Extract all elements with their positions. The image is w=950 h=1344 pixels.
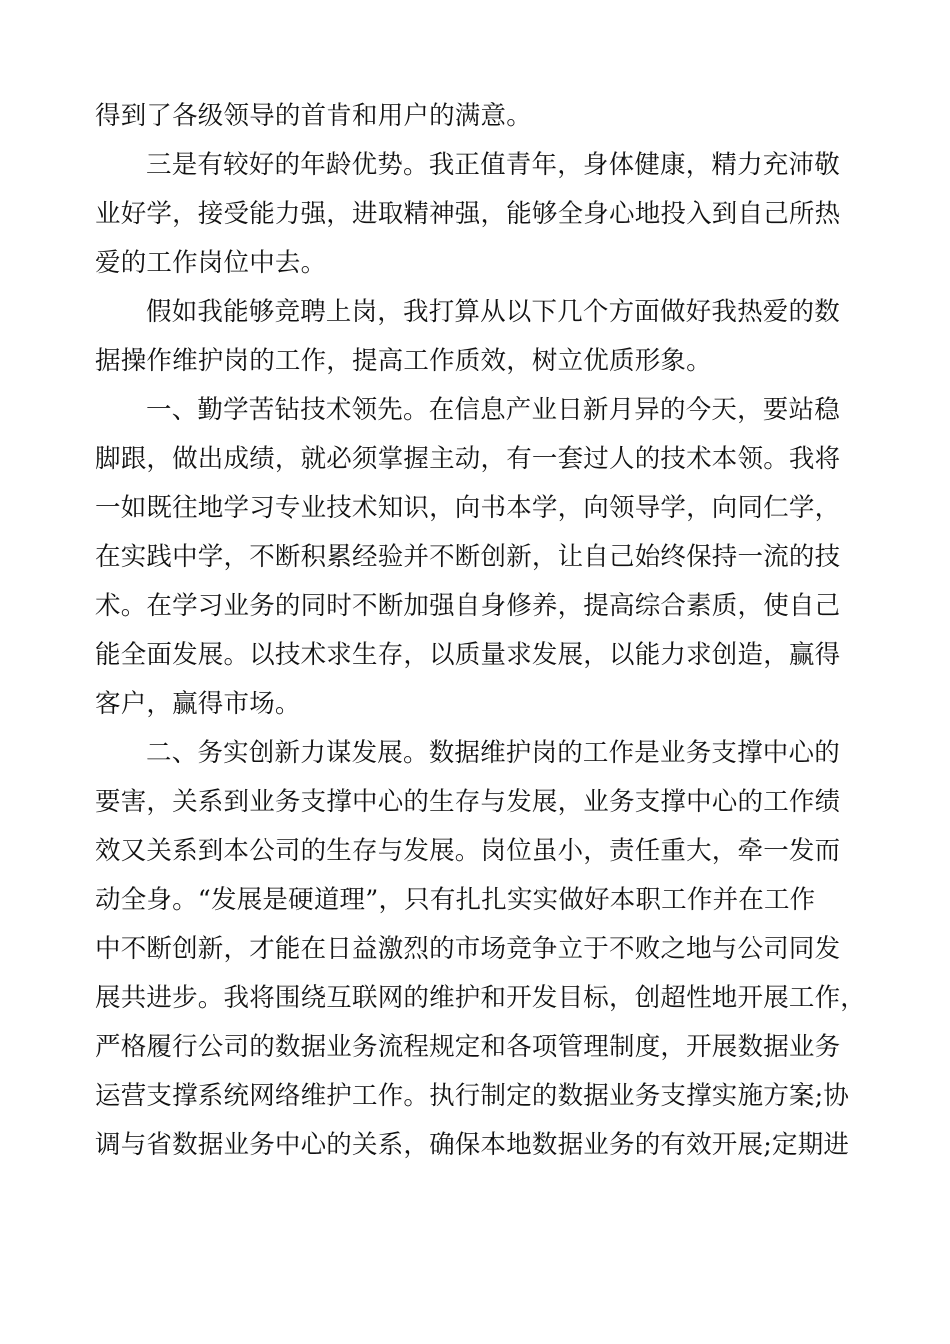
text-line: 严格履行公司的数据业务流程规定和各项管理制度，开展数据业务 xyxy=(95,1032,841,1062)
text-line: 爱的工作岗位中去。 xyxy=(95,248,327,278)
document-body xyxy=(95,92,867,1170)
text-line: 运营支撑系统网络维护工作。执行制定的数据业务支撑实施方案;协 xyxy=(95,1081,850,1111)
text-line: 脚跟，做出成绩，就必须掌握主动，有一套过人的技术本领。我将 xyxy=(95,444,841,474)
text-line: 中不断创新，才能在日益激烈的市场竞争立于不败之地与公司同发 xyxy=(95,934,841,964)
paragraph xyxy=(95,141,855,288)
text-line: 据操作维护岗的工作，提高工作质效，树立优质形象。 xyxy=(95,346,712,376)
text-line: 三是有较好的年龄优势。我正值青年，身体健康，精力充沛敬 xyxy=(146,150,840,180)
text-line: 术。在学习业务的同时不断加强自身修养，提高综合素质，使自己 xyxy=(95,591,841,621)
text-line: 能全面发展。以技术求生存，以质量求发展，以能力求创造，赢得 xyxy=(95,640,841,670)
text-line: 得到了各级领导的首肯和用户的满意。 xyxy=(95,101,532,131)
paragraph xyxy=(95,386,855,729)
paragraph xyxy=(95,92,855,141)
text-line: 一如既往地学习专业技术知识，向书本学，向领导学，向同仁学， xyxy=(95,493,841,523)
text-line: 在实践中学，不断积累经验并不断创新，让自己始终保持一流的技 xyxy=(95,542,841,572)
text-line: 客户，赢得市场。 xyxy=(95,689,301,719)
text-line: 要害，关系到业务支撑中心的生存与发展，业务支撑中心的工作绩 xyxy=(95,787,841,817)
text-line: 效又关系到本公司的生存与发展。岗位虽小，责任重大，牵一发而 xyxy=(95,836,841,866)
text-line: 假如我能够竞聘上岗，我打算从以下几个方面做好我热爱的数 xyxy=(146,297,840,327)
paragraph xyxy=(95,288,855,386)
text-line: 业好学，接受能力强，进取精神强，能够全身心地投入到自己所热 xyxy=(95,199,841,229)
text-line: 二、务实创新力谋发展。数据维护岗的工作是业务支撑中心的 xyxy=(146,738,840,768)
text-line: 动全身。“发展是硬道理”，只有扎扎实实做好本职工作并在工作 xyxy=(95,885,816,915)
text-line: 展共进步。我将围绕互联网的维护和开发目标，创超性地开展工作， xyxy=(95,983,867,1013)
text-line: 调与省数据业务中心的关系，确保本地数据业务的有效开展;定期进 xyxy=(95,1130,850,1160)
text-line: 一、勤学苦钻技术领先。在信息产业日新月异的今天，要站稳 xyxy=(146,395,840,425)
paragraph xyxy=(95,729,867,1170)
